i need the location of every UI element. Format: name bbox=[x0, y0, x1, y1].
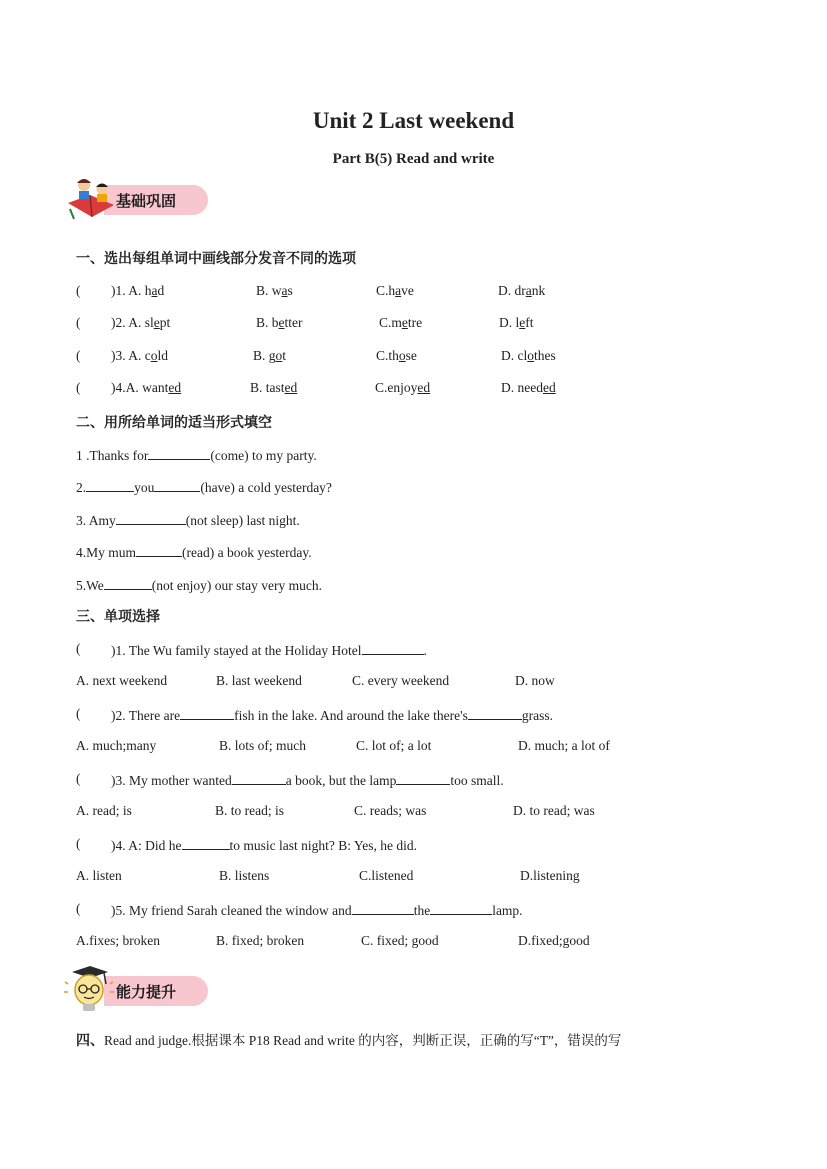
blank-field[interactable] bbox=[430, 901, 492, 915]
section4-instruction: Read and judge.根据课本 P18 Read and write 的内容，判断正误，正确的写“T”，错误的写 bbox=[104, 1033, 622, 1048]
option-c[interactable]: C. lot of; a lot bbox=[356, 738, 432, 753]
page-subtitle: Part B(5) Read and write bbox=[332, 151, 495, 167]
option-c: C.metre bbox=[379, 315, 423, 330]
blank-field[interactable] bbox=[396, 771, 450, 785]
answer-paren[interactable]: ( bbox=[76, 380, 81, 395]
s2-item-3: 3. Amy (not sleep) last night. bbox=[76, 513, 300, 528]
option-b: B. was bbox=[256, 283, 293, 298]
option-d: D. needed bbox=[501, 380, 556, 395]
blank-field[interactable] bbox=[232, 771, 286, 785]
section-badge-basic bbox=[64, 183, 214, 217]
option-b[interactable]: B. to read; is bbox=[215, 803, 284, 818]
s3-q3-stem: )3. My mother wanted a book, but the lamp too small. bbox=[111, 773, 504, 788]
option-b[interactable]: B. listens bbox=[219, 868, 270, 883]
question-number: )1. A. had bbox=[111, 283, 165, 298]
blank-field[interactable] bbox=[182, 836, 230, 850]
option-a[interactable]: A. next weekend bbox=[76, 673, 168, 688]
reading-kids-icon bbox=[64, 173, 120, 223]
blank-field[interactable] bbox=[86, 478, 134, 492]
option-c: C.enjoyed bbox=[375, 380, 431, 395]
option-c: C.those bbox=[376, 348, 417, 363]
answer-paren[interactable]: ( bbox=[76, 836, 81, 851]
answer-paren[interactable]: ( bbox=[76, 315, 81, 330]
option-d: D. drank bbox=[498, 283, 546, 298]
blank-field[interactable] bbox=[180, 706, 234, 720]
answer-paren[interactable]: ( bbox=[76, 348, 81, 363]
option-c[interactable]: C. every weekend bbox=[352, 673, 450, 688]
option-c[interactable]: C. fixed; good bbox=[361, 933, 439, 948]
s3-q2-stem: )2. There are fish in the lake. And around the lake there's grass. bbox=[111, 708, 553, 723]
section1-heading: 一、选出每组单词中画线部分发音不同的选项 bbox=[76, 251, 356, 267]
blank-field[interactable] bbox=[352, 901, 414, 915]
section3-heading: 三、单项选择 bbox=[76, 609, 160, 625]
option-a[interactable]: A. much;many bbox=[76, 738, 157, 753]
option-b[interactable]: B. last weekend bbox=[216, 673, 302, 688]
option-b[interactable]: B. fixed; broken bbox=[216, 933, 305, 948]
option-d[interactable]: D.fixed;good bbox=[518, 933, 590, 948]
lightbulb-icon bbox=[64, 964, 114, 1016]
option-b[interactable]: B. lots of; much bbox=[219, 738, 306, 753]
s2-item-2: 2. you (have) a cold yesterday? bbox=[76, 480, 332, 495]
question-number: )3. A. cold bbox=[111, 348, 169, 363]
badge-label-advanced: 能力提升 bbox=[116, 983, 177, 1001]
option-c[interactable]: C.listened bbox=[359, 868, 414, 883]
answer-paren[interactable]: ( bbox=[76, 901, 81, 916]
option-b: B. better bbox=[256, 315, 303, 330]
option-d[interactable]: D. to read; was bbox=[513, 803, 595, 818]
s2-item-4: 4.My mum (read) a book yesterday. bbox=[76, 545, 312, 560]
blank-field[interactable] bbox=[468, 706, 522, 720]
option-d[interactable]: D. now bbox=[515, 673, 555, 688]
option-b: B. got bbox=[253, 348, 287, 363]
blank-field[interactable] bbox=[362, 641, 424, 655]
option-c[interactable]: C. reads; was bbox=[354, 803, 427, 818]
option-d[interactable]: D. much; a lot of bbox=[518, 738, 610, 753]
option-d: D. left bbox=[499, 315, 534, 330]
answer-paren[interactable]: ( bbox=[76, 771, 81, 786]
option-a[interactable]: A. listen bbox=[76, 868, 122, 883]
option-c: C.have bbox=[376, 283, 414, 298]
badge-label-basic: 基础巩固 bbox=[116, 192, 177, 210]
blank-field[interactable] bbox=[148, 446, 210, 460]
s3-q1-stem: )1. The Wu family stayed at the Holiday Hotel . bbox=[111, 643, 427, 658]
blank-field[interactable] bbox=[136, 543, 182, 557]
answer-paren[interactable]: ( bbox=[76, 706, 81, 721]
blank-field[interactable] bbox=[154, 478, 200, 492]
blank-field[interactable] bbox=[116, 511, 186, 525]
option-a[interactable]: A. read; is bbox=[76, 803, 132, 818]
s2-item-5: 5.We (not enjoy) our stay very much. bbox=[76, 578, 322, 593]
answer-paren[interactable]: ( bbox=[76, 641, 81, 656]
question-number: )4.A. wanted bbox=[111, 380, 182, 395]
question-number: )2. A. slept bbox=[111, 315, 171, 330]
option-d[interactable]: D.listening bbox=[520, 868, 580, 883]
section4-number: 四、 bbox=[76, 1033, 104, 1049]
s3-q4-stem: )4. A: Did he to music last night? B: Yes, he did. bbox=[111, 838, 418, 853]
answer-paren[interactable]: ( bbox=[76, 283, 81, 298]
section4-line bbox=[76, 1029, 621, 1050]
option-b: B. tasted bbox=[250, 380, 298, 395]
s2-item-1: 1 .Thanks for (come) to my party. bbox=[76, 448, 317, 463]
section2-heading: 二、用所给单词的适当形式填空 bbox=[76, 415, 272, 431]
section-badge-advanced bbox=[64, 974, 214, 1008]
page-title: Unit 2 Last weekend bbox=[312, 108, 515, 133]
blank-field[interactable] bbox=[104, 576, 152, 590]
option-a[interactable]: A.fixes; broken bbox=[76, 933, 160, 948]
s3-q5-stem: )5. My friend Sarah cleaned the window and the lamp. bbox=[111, 903, 523, 918]
option-d: D. clothes bbox=[501, 348, 556, 363]
